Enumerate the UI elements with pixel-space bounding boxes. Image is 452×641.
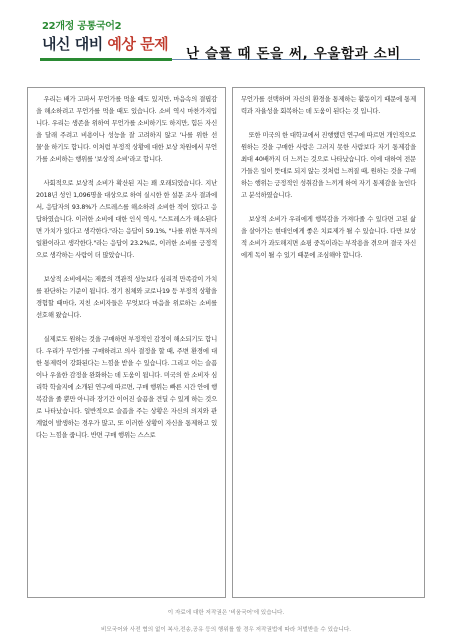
exam-title xyxy=(42,33,168,54)
paragraph: 보상적 소비에서는 제품의 객관적 성능보다 심리적 만족감이 가치를 판단하는 기준이 됩니다. 경기 침체와 코로나19 등 부정적 상황을 경험할 때마다, 지친 소비자들은 무엇보다 마음을 위로하는 소비를 선호해 왔습니다. xyxy=(36,276,217,319)
paragraph: 실제로도 원하는 것을 구매하면 부정적인 감정이 해소되기도 합니다. 우리가 무언가를 구매하려고 의사 결정을 할 때, 주변 환경에 대한 통제력이 강화된다는 느낌을 받을 수 있습니다. 그리고 이는 슬픔이나 우울한 감정을 완화하는 데 도움이 됩니다. 미국의 한 소비자 심리학 학술지에 소개된 연구에 따르면, 구매 행위는 빠른 시간 안에 행복감을 줄 뿐만 아니라 장기간 이어진 슬픔을 견딜 수 있게 하는 것으로 나타났습니다. 일반적으로 슬픔을 주는 상황은 자신의 의지와 관계없이 발생하는 경우가 많고, 또 이러한 상황이 자신을 통제하고 있다는 느낌을 줍니다. 반면 구매 행위는 스스로 xyxy=(36,336,217,439)
paragraph: 우리는 배가 고파서 무언가를 먹을 때도 있지만, 마음속의 결핍감을 해소하려고 무언가를 먹을 때도 있습니다. 소비 역시 마찬가지입니다. 우리는 생존을 위하여 무언가를 소비하기도 하지만, 힘든 자신을 달래 주려고 비용이나 성능을 잘 고려하지 않고 '나를 위한 선물'을 하기도 합니다. 이처럼 부정적 상황에 대한 보상 차원에서 무언가를 소비하는 행위를 '보상적 소비'라고 합니다. xyxy=(36,96,217,163)
copyright-warning: 비모국어와 사전 협의 없이 복사,전송,공유 등의 행위를 할 경우 저작권법에 따라 처벌받을 수 있습니다. xyxy=(101,627,351,633)
subject-label: 22개정 공통국어2 xyxy=(42,21,122,32)
copyright-notice: 이 자료에 대한 저작권은 '비움국어'에 있습니다. xyxy=(167,610,285,616)
passage-title: 난 슬플 때 돈을 써, 우울함과 소비 xyxy=(186,46,401,62)
passage-column-left xyxy=(27,87,226,598)
paragraph: 보상적 소비가 우리에게 행복감을 가져다줄 수 있다면 고된 삶을 살아가는 현대인에게 좋은 치료제가 될 수 있습니다. 다만 보상적 소비가 과도해지면 쇼핑 중독이라는 부작용을 겪으며 결국 자신에게 독이 될 수 있기 때문에 조심해야 합니다. xyxy=(241,216,416,259)
exam-title-prefix: 내신 대비 xyxy=(42,35,108,53)
passage-column-right xyxy=(232,87,425,598)
exam-title-accent: 예상 문제 xyxy=(107,35,169,53)
paragraph: 또한 미국의 한 대학교에서 진행했던 연구에 따르면 개인적으로 원하는 것을 구매한 사람은 그러지 못한 사람보다 자기 통제감을 최대 40배까지 더 느끼는 것으로 나타났습니다. 이에 대하여 전문가들은 일이 뜻대로 되지 않는 것처럼 느껴질 때, 원하는 것을 구매하는 행위는 긍정적인 성취감을 느끼게 하여 자기 통제감을 높인다고 분석하였습니다. xyxy=(241,132,416,199)
paragraph: 사회적으로 보상적 소비가 확산된 지는 꽤 오래되었습니다. 지난 2018년 성인 1,096명을 대상으로 하여 실시한 한 설문 조사 결과에서, 응답자의 93.8%가 스트레스를 해소하려 소비한 적이 있다고 응답하였습니다. 이러한 소비에 대한 인식 역시, "스트레스가 해소된다면 가치가 있다고 생각한다."라는 응답이 59.1%, "나를 위한 투자의 일환이라고 생각한다."라는 응답이 23.2%로, 이러한 소비를 긍정적으로 생각하는 사람이 더 많았습니다. xyxy=(36,180,217,259)
page-header xyxy=(0,0,452,82)
title-underline xyxy=(40,58,172,61)
paragraph: 무언가를 선택하며 자신의 환경을 통제하는 활동이기 때문에 통제력과 자율성을 회복하는 데 도움이 된다는 것 입니다. xyxy=(241,96,416,115)
